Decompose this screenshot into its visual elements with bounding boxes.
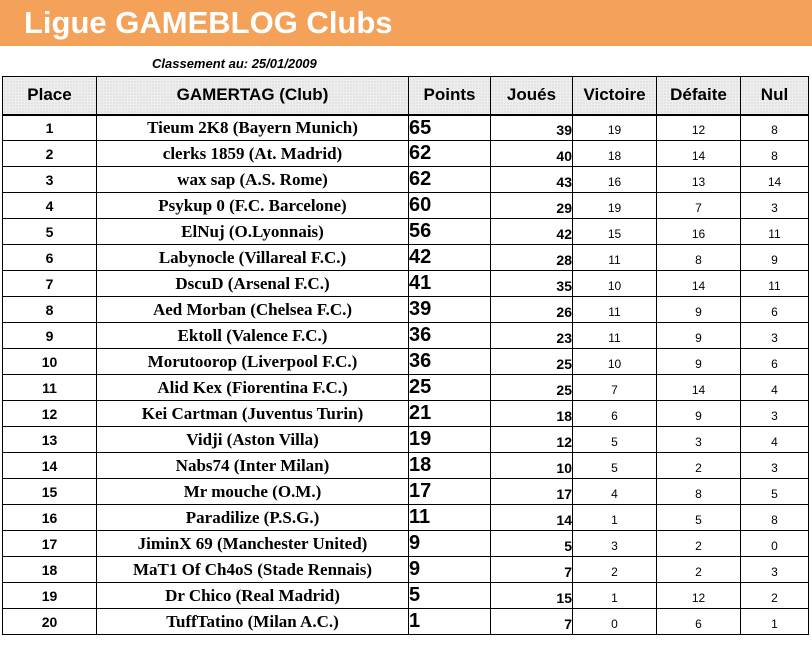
place-cell: 13 xyxy=(3,427,97,453)
points-cell: 62 xyxy=(409,167,491,193)
draws-cell: 3 xyxy=(741,401,809,427)
wins-cell: 0 xyxy=(573,609,657,635)
gamertag-cell: Tieum 2K8 (Bayern Munich) xyxy=(97,115,409,141)
gamertag-cell: wax sap (A.S. Rome) xyxy=(97,167,409,193)
place-cell: 2 xyxy=(3,141,97,167)
played-cell: 43 xyxy=(491,167,573,193)
draws-cell: 8 xyxy=(741,115,809,141)
played-cell: 23 xyxy=(491,323,573,349)
losses-cell: 9 xyxy=(657,297,741,323)
gamertag-cell: Vidji (Aston Villa) xyxy=(97,427,409,453)
wins-cell: 18 xyxy=(573,141,657,167)
losses-cell: 14 xyxy=(657,141,741,167)
table-row xyxy=(3,271,809,297)
played-cell: 25 xyxy=(491,375,573,401)
points-cell: 42 xyxy=(409,245,491,271)
draws-cell: 9 xyxy=(741,245,809,271)
points-cell: 62 xyxy=(409,141,491,167)
played-cell: 15 xyxy=(491,583,573,609)
played-cell: 14 xyxy=(491,505,573,531)
place-cell: 6 xyxy=(3,245,97,271)
played-cell: 39 xyxy=(491,115,573,141)
draws-cell: 3 xyxy=(741,193,809,219)
losses-cell: 14 xyxy=(657,271,741,297)
losses-cell: 2 xyxy=(657,531,741,557)
gamertag-cell: Mr mouche (O.M.) xyxy=(97,479,409,505)
gamertag-cell: Kei Cartman (Juventus Turin) xyxy=(97,401,409,427)
gamertag-cell: DscuD (Arsenal F.C.) xyxy=(97,271,409,297)
points-cell: 5 xyxy=(409,583,491,609)
draws-cell: 0 xyxy=(741,531,809,557)
table-row xyxy=(3,557,809,583)
points-cell: 1 xyxy=(409,609,491,635)
points-cell: 9 xyxy=(409,531,491,557)
table-row xyxy=(3,609,809,635)
played-cell: 10 xyxy=(491,453,573,479)
place-cell: 16 xyxy=(3,505,97,531)
table-row xyxy=(3,245,809,271)
points-cell: 18 xyxy=(409,453,491,479)
gamertag-cell: Alid Kex (Fiorentina F.C.) xyxy=(97,375,409,401)
losses-cell: 6 xyxy=(657,609,741,635)
wins-cell: 19 xyxy=(573,115,657,141)
wins-cell: 15 xyxy=(573,219,657,245)
column-header-gamertag: GAMERTAG (Club) xyxy=(97,77,409,115)
wins-cell: 2 xyxy=(573,557,657,583)
wins-cell: 11 xyxy=(573,323,657,349)
losses-cell: 7 xyxy=(657,193,741,219)
played-cell: 28 xyxy=(491,245,573,271)
losses-cell: 5 xyxy=(657,505,741,531)
gamertag-cell: Psykup 0 (F.C. Barcelone) xyxy=(97,193,409,219)
place-cell: 19 xyxy=(3,583,97,609)
draws-cell: 1 xyxy=(741,609,809,635)
draws-cell: 11 xyxy=(741,219,809,245)
points-cell: 21 xyxy=(409,401,491,427)
wins-cell: 11 xyxy=(573,245,657,271)
table-row xyxy=(3,479,809,505)
wins-cell: 11 xyxy=(573,297,657,323)
wins-cell: 16 xyxy=(573,167,657,193)
draws-cell: 8 xyxy=(741,141,809,167)
points-cell: 9 xyxy=(409,557,491,583)
place-cell: 11 xyxy=(3,375,97,401)
points-cell: 41 xyxy=(409,271,491,297)
table-row xyxy=(3,115,809,141)
points-cell: 39 xyxy=(409,297,491,323)
draws-cell: 14 xyxy=(741,167,809,193)
column-header-wins: Victoire xyxy=(573,77,657,115)
gamertag-cell: Dr Chico (Real Madrid) xyxy=(97,583,409,609)
table-row xyxy=(3,349,809,375)
wins-cell: 10 xyxy=(573,349,657,375)
wins-cell: 7 xyxy=(573,375,657,401)
played-cell: 7 xyxy=(491,609,573,635)
place-cell: 3 xyxy=(3,167,97,193)
column-header-place: Place xyxy=(3,77,97,115)
standings-date: Classement au: 25/01/2009 xyxy=(152,56,317,71)
losses-cell: 8 xyxy=(657,479,741,505)
standings-body xyxy=(3,115,809,635)
column-header-draws: Nul xyxy=(741,77,809,115)
standings-table xyxy=(2,76,809,635)
losses-cell: 12 xyxy=(657,115,741,141)
points-cell: 19 xyxy=(409,427,491,453)
played-cell: 35 xyxy=(491,271,573,297)
table-row xyxy=(3,453,809,479)
losses-cell: 9 xyxy=(657,349,741,375)
gamertag-cell: TuffTatino (Milan A.C.) xyxy=(97,609,409,635)
draws-cell: 2 xyxy=(741,583,809,609)
gamertag-cell: Morutoorop (Liverpool F.C.) xyxy=(97,349,409,375)
place-cell: 10 xyxy=(3,349,97,375)
losses-cell: 12 xyxy=(657,583,741,609)
table-row xyxy=(3,193,809,219)
place-cell: 4 xyxy=(3,193,97,219)
place-cell: 7 xyxy=(3,271,97,297)
gamertag-cell: JiminX 69 (Manchester United) xyxy=(97,531,409,557)
column-header-losses: Défaite xyxy=(657,77,741,115)
losses-cell: 13 xyxy=(657,167,741,193)
draws-cell: 4 xyxy=(741,427,809,453)
draws-cell: 6 xyxy=(741,297,809,323)
points-cell: 11 xyxy=(409,505,491,531)
losses-cell: 16 xyxy=(657,219,741,245)
table-row xyxy=(3,427,809,453)
gamertag-cell: ElNuj (O.Lyonnais) xyxy=(97,219,409,245)
wins-cell: 19 xyxy=(573,193,657,219)
place-cell: 14 xyxy=(3,453,97,479)
losses-cell: 9 xyxy=(657,401,741,427)
gamertag-cell: MaT1 Of Ch4oS (Stade Rennais) xyxy=(97,557,409,583)
played-cell: 26 xyxy=(491,297,573,323)
points-cell: 56 xyxy=(409,219,491,245)
table-row xyxy=(3,167,809,193)
draws-cell: 3 xyxy=(741,453,809,479)
points-cell: 65 xyxy=(409,115,491,141)
draws-cell: 4 xyxy=(741,375,809,401)
place-cell: 17 xyxy=(3,531,97,557)
losses-cell: 2 xyxy=(657,557,741,583)
losses-cell: 8 xyxy=(657,245,741,271)
draws-cell: 3 xyxy=(741,557,809,583)
column-header-played: Joués xyxy=(491,77,573,115)
played-cell: 17 xyxy=(491,479,573,505)
draws-cell: 5 xyxy=(741,479,809,505)
page-title: Ligue GAMEBLOG Clubs xyxy=(24,5,393,40)
table-row xyxy=(3,505,809,531)
gamertag-cell: Ektoll (Valence F.C.) xyxy=(97,323,409,349)
draws-cell: 6 xyxy=(741,349,809,375)
place-cell: 15 xyxy=(3,479,97,505)
played-cell: 42 xyxy=(491,219,573,245)
wins-cell: 1 xyxy=(573,505,657,531)
played-cell: 29 xyxy=(491,193,573,219)
wins-cell: 10 xyxy=(573,271,657,297)
column-header-points: Points xyxy=(409,77,491,115)
title-banner xyxy=(0,0,812,46)
place-cell: 8 xyxy=(3,297,97,323)
table-row xyxy=(3,401,809,427)
wins-cell: 5 xyxy=(573,453,657,479)
draws-cell: 11 xyxy=(741,271,809,297)
gamertag-cell: Paradilize (P.S.G.) xyxy=(97,505,409,531)
wins-cell: 6 xyxy=(573,401,657,427)
place-cell: 9 xyxy=(3,323,97,349)
wins-cell: 5 xyxy=(573,427,657,453)
played-cell: 40 xyxy=(491,141,573,167)
played-cell: 5 xyxy=(491,531,573,557)
losses-cell: 2 xyxy=(657,453,741,479)
table-row xyxy=(3,583,809,609)
gamertag-cell: Aed Morban (Chelsea F.C.) xyxy=(97,297,409,323)
points-cell: 25 xyxy=(409,375,491,401)
table-row xyxy=(3,323,809,349)
played-cell: 12 xyxy=(491,427,573,453)
losses-cell: 14 xyxy=(657,375,741,401)
played-cell: 25 xyxy=(491,349,573,375)
points-cell: 36 xyxy=(409,349,491,375)
losses-cell: 9 xyxy=(657,323,741,349)
place-cell: 20 xyxy=(3,609,97,635)
gamertag-cell: Labynocle (Villareal F.C.) xyxy=(97,245,409,271)
table-row xyxy=(3,219,809,245)
points-cell: 36 xyxy=(409,323,491,349)
place-cell: 5 xyxy=(3,219,97,245)
gamertag-cell: Nabs74 (Inter Milan) xyxy=(97,453,409,479)
draws-cell: 3 xyxy=(741,323,809,349)
table-row xyxy=(3,531,809,557)
played-cell: 7 xyxy=(491,557,573,583)
table-row xyxy=(3,141,809,167)
wins-cell: 1 xyxy=(573,583,657,609)
points-cell: 60 xyxy=(409,193,491,219)
place-cell: 1 xyxy=(3,115,97,141)
wins-cell: 4 xyxy=(573,479,657,505)
draws-cell: 8 xyxy=(741,505,809,531)
wins-cell: 3 xyxy=(573,531,657,557)
losses-cell: 3 xyxy=(657,427,741,453)
table-row xyxy=(3,297,809,323)
played-cell: 18 xyxy=(491,401,573,427)
place-cell: 18 xyxy=(3,557,97,583)
gamertag-cell: clerks 1859 (At. Madrid) xyxy=(97,141,409,167)
header-row xyxy=(3,77,809,115)
table-row xyxy=(3,375,809,401)
place-cell: 12 xyxy=(3,401,97,427)
points-cell: 17 xyxy=(409,479,491,505)
